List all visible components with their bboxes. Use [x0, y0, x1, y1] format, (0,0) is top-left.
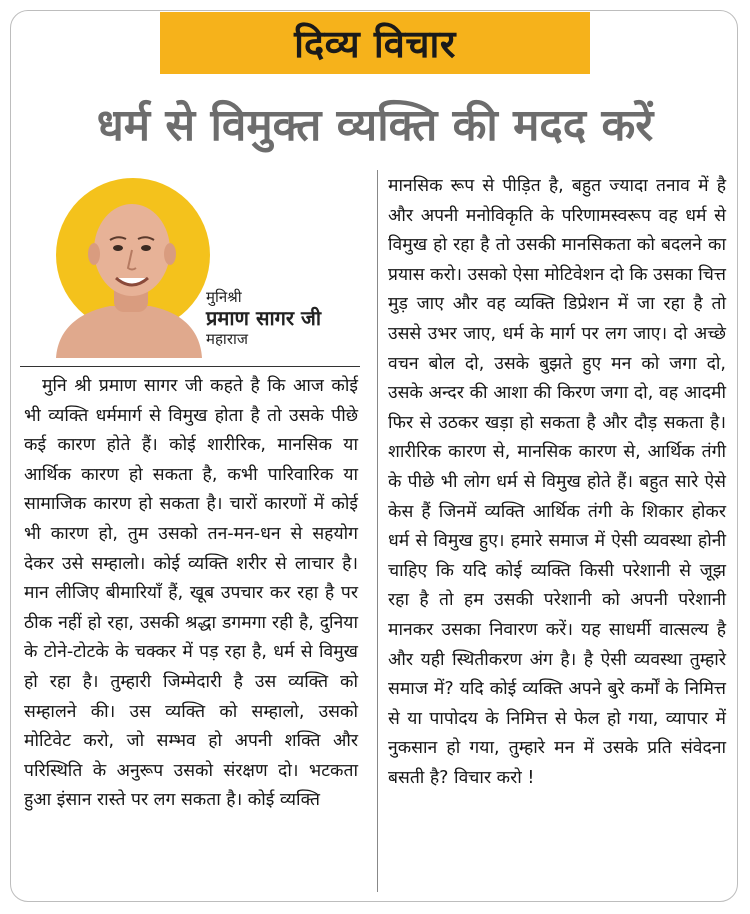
author-byline — [206, 288, 366, 348]
monk-portrait-illustration — [50, 178, 210, 358]
article-paragraph-right: मानसिक रूप से पीड़ित है, बहुत ज्यादा तनाव में है और अपनी मनोविकृति के परिणामस्वरूप वह धर्म से विमुख हो रहा है तो उसकी मानसिकता को बदलने का प्रयास करो। उसको ऐसा मोटिवेशन दो कि उसका चित्त मुड़ जाए और वह व्यक्ति डिप्रेशन में जा रहा है तो उससे उभर जाए, धर्म के मार्ग पर लग जाए। दो अच्छे वचन बोल दो, उसके बुझते हुए मन को जगा दो, उसके अन्दर की आशा की किरण जगा दो, वह आदमी फिर से उठकर खड़ा हो सकता है और दौड़ सकता है। शारीरिक कारण से, मानसिक कारण से, आर्थिक तंगी के पीछे भी लोग धर्म से विमुख होते हैं। बहुत सारे ऐसे केस हैं जिनमें व्यक्ति आर्थिक तंगी के शिकार होकर धर्म से विमुख हुए। हमारे समाज में ऐसी व्यवस्था होनी चाहिए कि यदि कोई व्यक्ति किसी परेशानी से जूझ रहा है तो हम उसकी परेशानी को अपनी परेशानी मानकर उसका निवारण करें। यह साधर्मी वात्सल्य है और यही स्थितीकरण अंग है। है ऐसी व्यवस्था तुम्हारे समाज में? यदि कोई व्यक्ति अपने बुरे कर्मों के निमित्त से या पापोदय के निमित्त से फेल हो गया, व्यापार में नुकसान हो गया, तुम्हारे मन में उसके प्रति संवेदना बसती है? विचार करो ! — [388, 176, 726, 788]
author-name: प्रमाण सागर जी — [206, 306, 322, 330]
byline-divider — [20, 366, 360, 367]
author-suffix: महाराज — [206, 330, 248, 348]
section-label: दिव्य विचार — [294, 22, 456, 66]
article-column-left — [24, 372, 358, 816]
column-divider — [377, 170, 378, 892]
article-paragraph-left: मुनि श्री प्रमाण सागर जी कहते है कि आज कोई भी व्यक्ति धर्ममार्ग से विमुख होता है तो उसके पीछे कई कारण होते हैं। कोई शारीरिक, मानसिक या आर्थिक कारण हो सकता है, कभी पारिवारिक या सामाजिक कारण हो सकता है। चारों कारणों में कोई भी कारण हो, तुम उसको तन-मन-धन से सहयोग देकर उसे सम्हालो। कोई व्यक्ति शरीर से लाचार है। मान लीजिए बीमारियाँ हैं, खूब उपचार कर रहा है पर ठीक नहीं हो रहा, उसकी श्रद्धा डगमगा रही है, दुनिया के टोने-टोटके के चक्कर में पड़ रहा है, धर्म से विमुख हो रहा है। तुम्हारी जिम्मेदारी है उस व्यक्ति को सम्हालने की। उस व्यक्ति को सम्हालो, उसको मोटिवेट करो, जो सम्भव हो अपनी शक्ति और परिस्थिति के अनुरूप उसको संरक्षण दो। भटकता हुआ इंसान रास्ते पर लग सकता है। कोई व्यक्ति — [24, 376, 358, 811]
section-banner — [160, 12, 590, 74]
author-prefix: मुनिश्री — [206, 288, 242, 306]
headline-text: धर्म से विमुक्त व्यक्ति की मदद करें — [96, 100, 654, 151]
author-portrait — [50, 178, 210, 358]
headline — [20, 88, 730, 158]
article-column-right — [388, 172, 726, 793]
